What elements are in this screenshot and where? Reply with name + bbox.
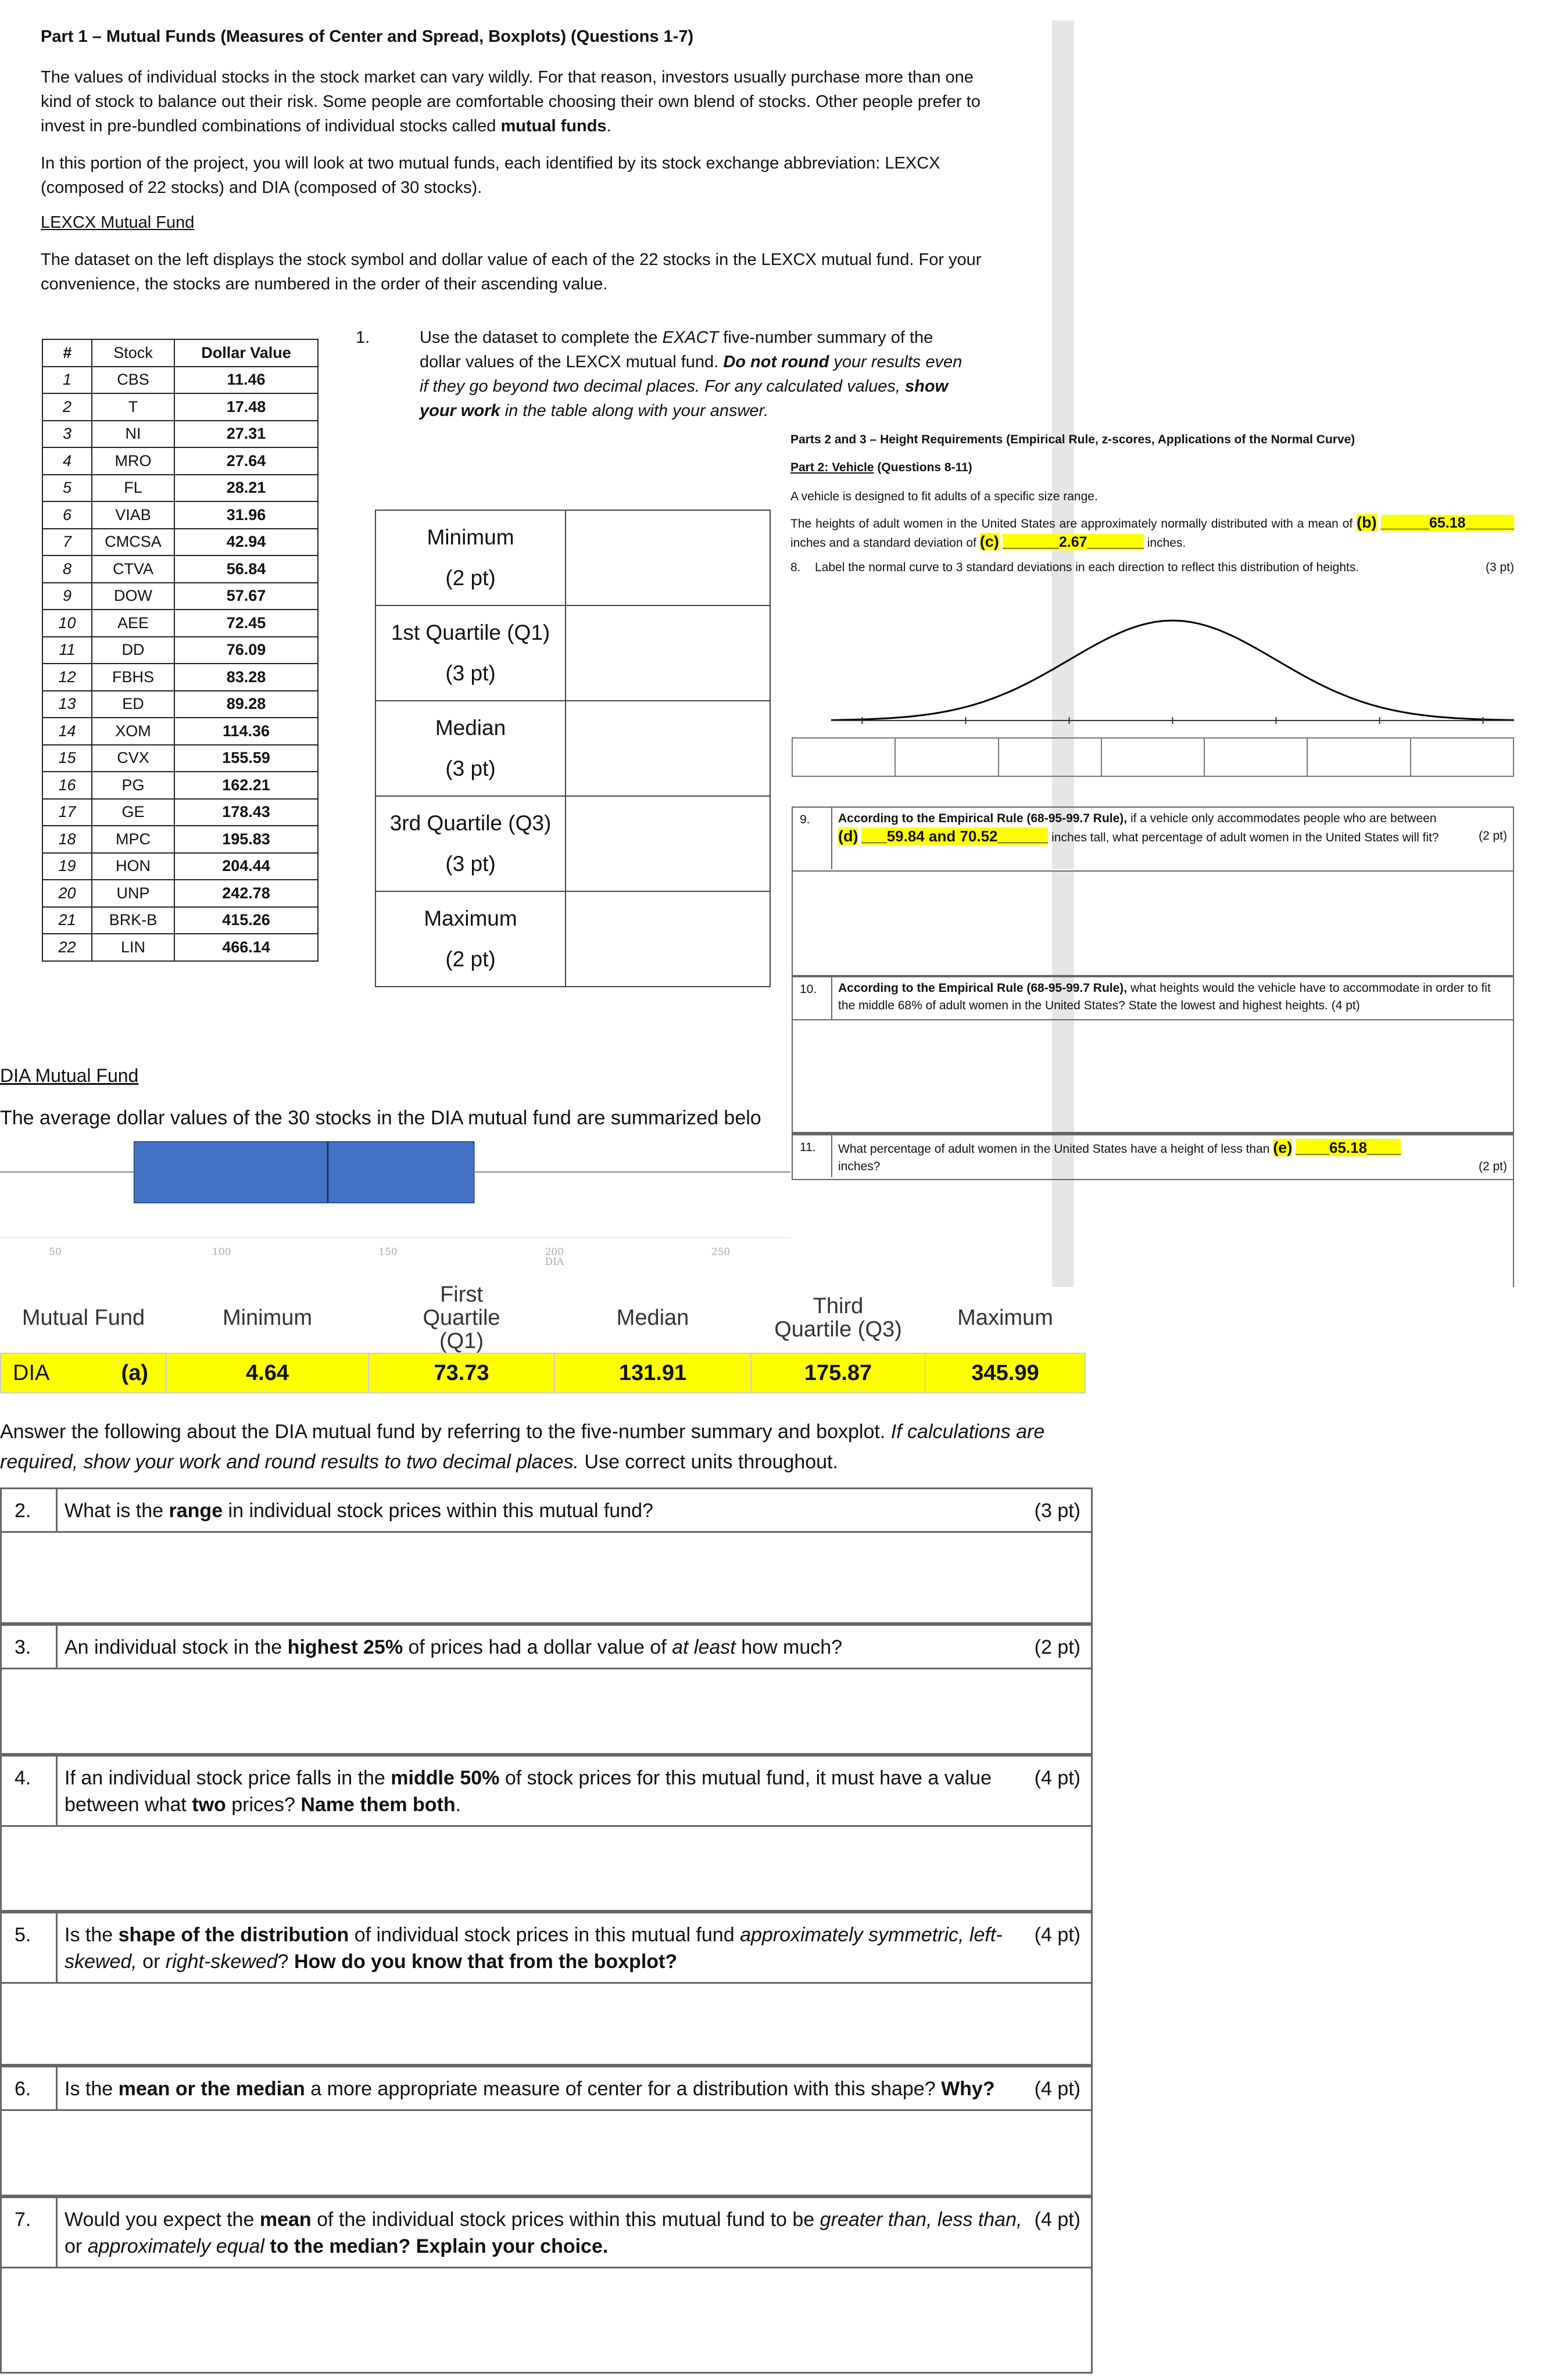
question-text-part: how much? — [735, 1636, 843, 1658]
q9-number: 9. — [793, 808, 832, 869]
dia-answer-intro — [0, 1417, 1081, 1477]
summary-label — [375, 891, 566, 987]
stock-symbol: LIN — [92, 934, 174, 961]
dia-fund-cell — [1, 1353, 166, 1393]
row-number: 13 — [42, 691, 92, 718]
dollar-value: 155.59 — [174, 745, 318, 772]
dollar-value: 11.46 — [174, 367, 318, 394]
q9-box — [792, 807, 1514, 976]
question-4-box — [0, 1755, 1093, 1912]
question-text-part: How do you know that from the boxplot? — [294, 1951, 678, 1973]
dollar-value: 242.78 — [174, 880, 318, 907]
stock-symbol: ED — [92, 691, 174, 718]
question-number: 5. — [2, 1913, 58, 1982]
heights-text: inches and a standard deviation of — [790, 536, 980, 550]
dia-q3: 175.87 — [751, 1353, 925, 1393]
five-number-row — [375, 510, 770, 605]
dollar-value: 76.09 — [174, 637, 318, 664]
question-text-part: Is the — [65, 1924, 119, 1946]
label-box-1[interactable] — [793, 739, 896, 776]
lexcx-header-row — [42, 339, 318, 367]
summary-answer-cell[interactable] — [566, 605, 770, 701]
lexcx-row — [42, 583, 318, 610]
question-header — [2, 1913, 1091, 1984]
row-number: 6 — [42, 501, 92, 529]
header-number: # — [42, 339, 92, 367]
lexcx-row — [42, 880, 318, 907]
col-q1: First Quartile (Q1) — [423, 1282, 500, 1353]
dollar-value: 466.14 — [174, 934, 318, 961]
lexcx-row — [42, 664, 318, 691]
summary-label — [375, 510, 566, 605]
label-box-7[interactable] — [1411, 739, 1513, 776]
question-text-part: ? — [277, 1951, 294, 1973]
dollar-value: 178.43 — [174, 799, 318, 826]
row-number: 12 — [42, 664, 92, 691]
question-text-part: of prices had a dollar value of — [403, 1636, 672, 1658]
question-number: 2. — [2, 1489, 58, 1531]
heights-text: The heights of adult women in the United States are approximately normally distributed with a mean of — [790, 517, 1353, 531]
q8-number: 8. — [790, 561, 801, 574]
axis-tick-label: 250 — [711, 1246, 731, 1258]
q1-text: Use the dataset to complete the — [420, 328, 663, 347]
lexcx-row — [42, 718, 318, 745]
dollar-value: 114.36 — [174, 718, 318, 745]
question-5-box — [0, 1912, 1093, 2066]
question-number: 6. — [2, 2067, 58, 2109]
summary-name: 3rd Quartile (Q3) — [389, 811, 552, 835]
lexcx-row — [42, 691, 318, 718]
summary-points: (2 pt) — [445, 947, 496, 971]
question-text-part: Would you expect the — [65, 2209, 260, 2231]
q10-body: what heights would the vehicle have to accommodate in order to fit the middle 68% of adult women in the United States? State the lowest and highest heights. — [838, 981, 1491, 1012]
question-points: (2 pt) — [1034, 1636, 1080, 1658]
question-text-part: approximately equal — [87, 2235, 264, 2257]
a-label: (a) — [121, 1360, 148, 1385]
q9-points: (2 pt) — [1478, 829, 1507, 843]
summary-points: (3 pt) — [445, 757, 496, 780]
part1-intro-1: The values of individual stocks in the stock market can vary wildly. For that reason, investors usually purchase more than one kind of stock to balance out their risk. Some people are comfortable choosing their own blend of stocks. Other people prefer to invest in pre-bundled combinations of individual stocks called mutual funds. — [41, 68, 981, 135]
dollar-value: 83.28 — [174, 664, 318, 691]
stock-symbol: DD — [92, 637, 174, 664]
answer-intro-italic: If calculations are required, show your work and round results to two decimal places. — [0, 1421, 1045, 1473]
lexcx-intro: The dataset on the left displays the stock symbol and dollar value of each of the 22 stocks in the LEXCX mutual fund. For your convenience, the stocks are numbered in the order of their ascending value. — [41, 250, 982, 293]
q9-body: inches tall, what percentage of adult women in the United States will fit? — [1048, 831, 1439, 844]
lexcx-table — [42, 339, 319, 962]
part2-vehicle: Part 2: Vehicle — [790, 461, 874, 474]
question-text-part: a more appropriate measure of center for a distribution with this shape? — [305, 2078, 942, 2100]
dia-intro: The average dollar values of the 30 stocks in the DIA mutual fund are summarized belo — [0, 1107, 761, 1129]
question-text-part: mean or the median — [118, 2078, 305, 2100]
row-number: 19 — [42, 853, 92, 880]
axis-tick-label: 100 — [212, 1246, 231, 1258]
part2-questions: (Questions 8-11) — [874, 461, 972, 474]
lexcx-row — [42, 907, 318, 934]
summary-points: (3 pt) — [445, 852, 496, 876]
summary-name: Maximum — [424, 906, 517, 930]
q1-text: five-number summary of the dollar values of the LEXCX mutual fund. — [420, 328, 933, 371]
dollar-value: 57.67 — [174, 583, 318, 610]
lexcx-row — [42, 853, 318, 880]
part1-title: Part 1 – Mutual Funds (Measures of Center and Spread, Boxplots) (Questions 1-7) — [41, 27, 694, 46]
question-text-part: of individual stock prices in this mutual fund — [349, 1924, 740, 1946]
b-label: (b) — [1357, 514, 1377, 531]
question-points: (4 pt) — [1034, 1767, 1080, 1789]
dollar-value: 28.21 — [174, 475, 318, 502]
question-text-part: An individual stock in the — [65, 1636, 288, 1658]
lexcx-row — [42, 367, 318, 394]
summary-name: 1st Quartile (Q1) — [391, 621, 550, 644]
question-text-part: What is the — [65, 1500, 169, 1522]
summary-points: (2 pt) — [445, 566, 496, 590]
question-text-part: . — [455, 1794, 461, 1816]
stock-symbol: PG — [92, 772, 174, 799]
question-text — [58, 1913, 1091, 1982]
question-2-box — [0, 1488, 1093, 1624]
q1-show-work: show your work — [420, 377, 949, 420]
e-label: (e) — [1273, 1139, 1293, 1156]
heights-text: inches. — [1143, 536, 1186, 550]
five-number-row — [375, 796, 770, 891]
d-value: ___59.84 and 70.52______ — [861, 827, 1049, 845]
dia-header-row — [1, 1283, 1085, 1353]
lexcx-row — [42, 501, 318, 529]
summary-label — [375, 605, 566, 701]
q8 — [790, 559, 1514, 576]
axis-tick-label: 200 — [545, 1246, 564, 1258]
q10-text — [832, 977, 1513, 1019]
stock-symbol: MPC — [92, 826, 174, 853]
part1-intro-2: In this portion of the project, you will look at two mutual funds, each identified by its stock exchange abbreviation: LEXCX (composed of 22 stocks) and DIA (composed of 30 stocks). — [41, 154, 940, 197]
dollar-value: 31.96 — [174, 501, 318, 529]
stock-symbol: MRO — [92, 447, 174, 475]
axis-tick-label: 50 — [49, 1246, 62, 1258]
row-number: 20 — [42, 880, 92, 907]
lexcx-heading: LEXCX Mutual Fund — [41, 213, 195, 232]
c-label: (c) — [979, 533, 999, 550]
part2-subtitle — [790, 459, 1514, 476]
row-number: 1 — [42, 367, 92, 394]
question-text-part: Name them both — [300, 1794, 456, 1816]
dollar-value: 195.83 — [174, 826, 318, 853]
dia-boxplot — [0, 1136, 790, 1275]
lexcx-row — [42, 934, 318, 961]
q1-text: in the table along with your answer. — [500, 402, 769, 420]
question-text-part: to the median? Explain your choice. — [264, 2235, 609, 2257]
label-box-6[interactable] — [1308, 739, 1411, 776]
lexcx-row — [42, 393, 318, 421]
question-text-part: or — [65, 2235, 88, 2257]
mutual-funds-term: mutual funds — [500, 117, 607, 135]
stock-symbol: CTVA — [92, 555, 174, 583]
summary-answer-cell[interactable] — [566, 891, 770, 987]
question-number: 4. — [2, 1757, 58, 1825]
row-number: 8 — [42, 555, 92, 583]
empirical-rule: According to the Empirical Rule (68-95-99.7 Rule), — [838, 812, 1128, 825]
q10-box — [792, 976, 1514, 1133]
lexcx-row — [42, 529, 318, 556]
summary-answer-cell[interactable] — [566, 796, 770, 891]
q1-text: your results even if they go beyond two decimal places. For any calculated values, — [420, 353, 963, 396]
row-number: 16 — [42, 772, 92, 799]
question-points: (3 pt) — [1034, 1500, 1080, 1522]
normal-curve — [831, 604, 1514, 732]
q11-body: inches? — [838, 1160, 881, 1173]
question-text-part: shape of the distribution — [118, 1924, 349, 1946]
row-number: 2 — [42, 393, 92, 421]
q1-do-not-round: Do not round — [723, 353, 829, 371]
stock-symbol: FL — [92, 475, 174, 502]
question-text-part: two — [192, 1794, 226, 1816]
col-mutual-fund: Mutual Fund — [22, 1306, 145, 1330]
lexcx-row — [42, 610, 318, 637]
label-box-2[interactable] — [896, 739, 999, 776]
col-maximum: Maximum — [957, 1306, 1053, 1330]
answer-intro-text: Answer the following about the DIA mutual fund by referring to the five-number summary and boxplot. — [0, 1421, 891, 1443]
question-number: 7. — [2, 2198, 58, 2267]
heights-statement — [790, 514, 1514, 552]
summary-answer-cell[interactable] — [566, 701, 770, 796]
q10-number: 10. — [793, 977, 832, 1019]
summary-name: Median — [435, 716, 506, 740]
question-6-box — [0, 2066, 1093, 2196]
row-number: 9 — [42, 583, 92, 610]
summary-points: (3 pt) — [445, 661, 496, 685]
lexcx-row — [42, 475, 318, 502]
q8-points: (3 pt) — [1485, 561, 1514, 574]
dollar-value: 56.84 — [174, 555, 318, 583]
lexcx-row — [42, 421, 318, 448]
question-text-part: Why? — [941, 2078, 995, 2100]
stock-symbol: VIAB — [92, 501, 174, 529]
row-number: 14 — [42, 718, 92, 745]
answer-intro-text: Use correct units throughout. — [578, 1451, 838, 1473]
row-number: 11 — [42, 637, 92, 664]
question-text-part: or — [137, 1951, 166, 1973]
stock-symbol: CBS — [92, 367, 174, 394]
lexcx-row — [42, 799, 318, 826]
question-header — [2, 1626, 1091, 1669]
question-points: (4 pt) — [1034, 2078, 1080, 2100]
dollar-value: 415.26 — [174, 907, 318, 934]
row-number: 22 — [42, 934, 92, 961]
dollar-value: 72.45 — [174, 610, 318, 637]
row-number: 4 — [42, 447, 92, 475]
question-text — [58, 2198, 1091, 2267]
summary-name: Minimum — [427, 525, 514, 549]
d-label: (d) — [838, 827, 858, 845]
question-text-part: in individual stock prices within this mutual fund? — [223, 1500, 653, 1522]
stock-symbol: HON — [92, 853, 174, 880]
dollar-value: 27.64 — [174, 447, 318, 475]
q1-exact: EXACT — [662, 328, 719, 347]
dia-summary-table — [0, 1283, 1086, 1393]
question-text-part: prices? — [226, 1794, 301, 1816]
q11-points: (2 pt) — [1478, 1160, 1507, 1173]
question-header — [2, 1489, 1091, 1533]
col-q3: Third Quartile (Q3) — [774, 1294, 902, 1342]
stock-symbol: AEE — [92, 610, 174, 637]
part2-intro: A vehicle is designed to fit adults of a specific size range. — [790, 490, 1098, 503]
iqr-box — [134, 1142, 474, 1203]
q11-box — [792, 1133, 1514, 1287]
dollar-value: 204.44 — [174, 853, 318, 880]
dollar-value: 162.21 — [174, 772, 318, 799]
summary-label — [375, 701, 566, 796]
q11-number: 11. — [793, 1135, 832, 1177]
question-text — [58, 1757, 1091, 1825]
col-minimum: Minimum — [222, 1306, 313, 1330]
right-column-border — [1513, 1133, 1514, 1287]
row-number: 7 — [42, 529, 92, 556]
part2-section — [790, 431, 1514, 576]
question-number: 3. — [2, 1626, 58, 1668]
question-points: (4 pt) — [1034, 1924, 1080, 1946]
stock-symbol: CMCSA — [92, 529, 174, 556]
question-points: (4 pt) — [1034, 2209, 1080, 2231]
normal-curve-path — [831, 621, 1514, 720]
stock-symbol: UNP — [92, 880, 174, 907]
stock-symbol: CVX — [92, 745, 174, 772]
question-3-box — [0, 1624, 1093, 1755]
question-text-part: at least — [672, 1636, 736, 1658]
row-number: 5 — [42, 475, 92, 502]
lexcx-row — [42, 447, 318, 475]
question-header — [2, 2067, 1091, 2111]
question-text-part: If an individual stock price falls in the — [65, 1767, 391, 1789]
header-dollar-value: Dollar Value — [174, 339, 318, 367]
question-7-box — [0, 2196, 1093, 2374]
q11-body: What percentage of adult women in the United States have a height of less than — [838, 1142, 1273, 1156]
question-text-part: of the individual stock prices within this mutual fund to be — [311, 2209, 820, 2231]
dia-maximum: 345.99 — [925, 1353, 1085, 1393]
dia-values-row — [1, 1353, 1085, 1393]
stock-symbol: BRK-B — [92, 907, 174, 934]
dia-heading: DIA Mutual Fund — [0, 1065, 139, 1086]
stock-symbol: DOW — [92, 583, 174, 610]
lexcx-row — [42, 826, 318, 853]
q8-text: Label the normal curve to 3 standard deviations in each direction to reflect this distribution of heights. — [815, 561, 1359, 574]
question-text-part: range — [169, 1500, 223, 1522]
question-text — [58, 1626, 1091, 1668]
q9-body: if a vehicle only accommodates people who are between — [1127, 812, 1437, 825]
stock-symbol: NI — [92, 421, 174, 448]
intro-text: The values of individual stocks in the stock market can vary wildly. For that reason, investors usually purchase more than one kind of stock to balance out their risk. Some people are comfortable choosing their own blend of stocks. Other people prefer to invest in pre-bundled combinations of individual stocks called — [41, 68, 981, 135]
five-number-row — [375, 701, 770, 796]
label-box-5[interactable] — [1205, 739, 1308, 776]
dollar-value: 42.94 — [174, 529, 318, 556]
row-number: 18 — [42, 826, 92, 853]
row-number: 10 — [42, 610, 92, 637]
stock-symbol: FBHS — [92, 664, 174, 691]
q1-number: 1. — [356, 328, 370, 347]
lexcx-row — [42, 555, 318, 583]
question-header — [2, 2198, 1091, 2268]
dia-fund-name: DIA — [13, 1360, 50, 1385]
dia-median: 131.91 — [554, 1353, 751, 1393]
axis-tick-label: 150 — [378, 1246, 398, 1258]
question-text-part: greater than, less than, — [820, 2209, 1022, 2231]
five-number-summary-table — [375, 510, 771, 987]
question-header — [2, 1757, 1091, 1827]
row-number: 21 — [42, 907, 92, 934]
dia-q1: 73.73 — [368, 1353, 554, 1393]
question-text — [58, 1489, 1091, 1531]
question-text-part: middle 50% — [391, 1767, 500, 1789]
dollar-value: 89.28 — [174, 691, 318, 718]
part1-section — [41, 24, 1006, 296]
lexcx-row — [42, 772, 318, 799]
curve-label-boxes — [792, 737, 1514, 777]
lexcx-row — [42, 745, 318, 772]
question-text-part: approximately symmetric, left-skewed, — [65, 1924, 1003, 1973]
question-text — [58, 2067, 1091, 2109]
dia-minimum: 4.64 — [166, 1353, 368, 1393]
summary-answer-cell[interactable] — [566, 510, 770, 605]
label-box-4[interactable] — [1102, 739, 1205, 776]
question-text-part: highest 25% — [287, 1636, 403, 1658]
question-text-part: Is the — [65, 2078, 119, 2100]
label-box-3[interactable] — [999, 739, 1102, 776]
question-text-part: right-skewed — [165, 1951, 278, 1973]
five-number-row — [375, 891, 770, 987]
part2-title: Parts 2 and 3 – Height Requirements (Empirical Rule, z-scores, Applications of the Normal Curve) — [790, 433, 1355, 446]
boxplot-group — [0, 1142, 790, 1268]
row-number: 15 — [42, 745, 92, 772]
stock-symbol: T — [92, 393, 174, 421]
c-value: _______2.67_______ — [1002, 534, 1144, 550]
question-text-part: of stock prices for this mutual fund, it must have a value between what — [65, 1767, 992, 1816]
empirical-rule: According to the Empirical Rule (68-95-99.7 Rule), — [838, 981, 1128, 995]
axis-label: DIA — [545, 1256, 564, 1268]
stock-symbol: XOM — [92, 718, 174, 745]
e-value: ____65.18____ — [1296, 1139, 1401, 1156]
stock-symbol: GE — [92, 799, 174, 826]
q9-answer-area[interactable] — [793, 870, 1513, 872]
q9-text — [832, 808, 1513, 869]
row-number: 3 — [42, 421, 92, 448]
q10-points: (4 pt) — [1331, 999, 1360, 1012]
summary-label — [375, 796, 566, 891]
dollar-value: 17.48 — [174, 393, 318, 421]
dollar-value: 27.31 — [174, 421, 318, 448]
lexcx-row — [42, 637, 318, 664]
row-number: 17 — [42, 799, 92, 826]
q1-instructions — [420, 325, 972, 423]
header-stock: Stock — [92, 339, 174, 367]
five-number-row — [375, 605, 770, 701]
question-text-part: mean — [259, 2209, 312, 2231]
q11-text — [832, 1135, 1513, 1179]
b-value: ______65.18______ — [1380, 515, 1514, 531]
col-median: Median — [616, 1306, 689, 1330]
